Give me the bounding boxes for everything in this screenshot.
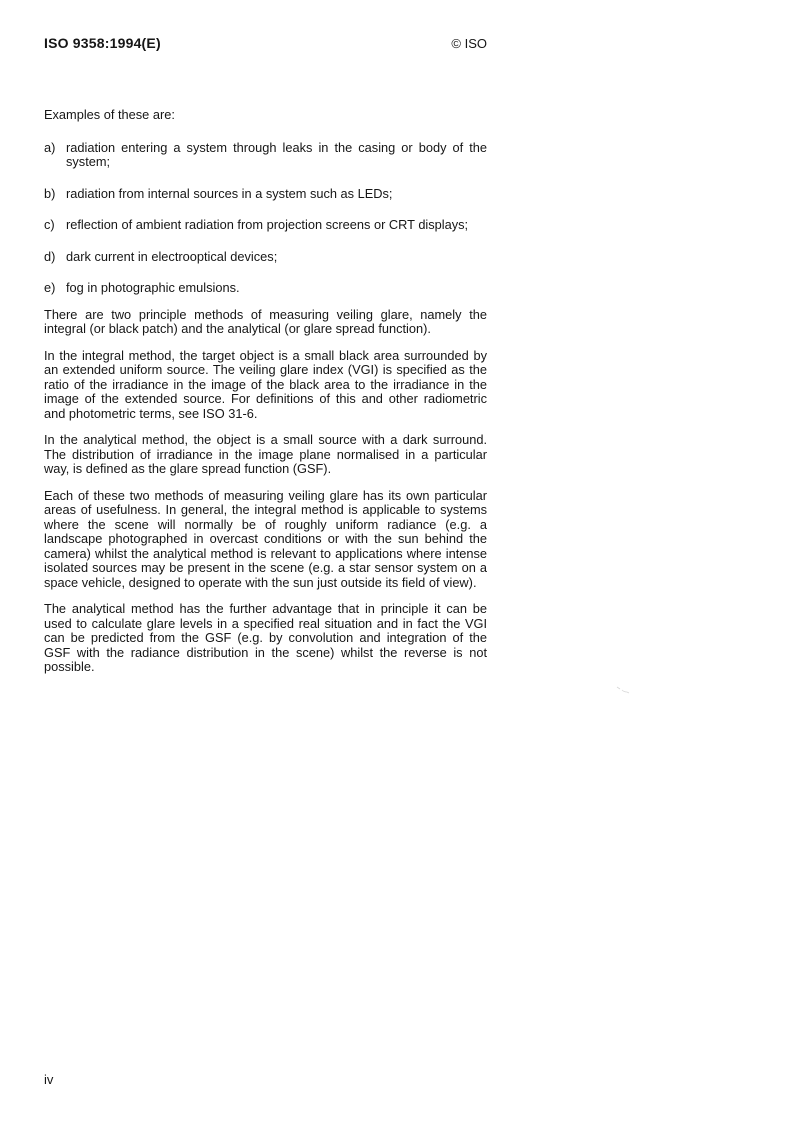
list-item-text: radiation entering a system through leaks in the casing or body of the system; [66,139,487,169]
document-number: ISO 9358:1994(E) [44,35,161,51]
paragraph-methods-overview: There are two principle methods of measuring veiling glare, namely the integral (or black patch) and the analytical (or glare spread function). [44,306,487,336]
scan-artifact-mark [616,682,632,692]
list-item-label: c) [44,217,55,232]
list-item-label: e) [44,280,56,295]
paragraph-analytical-advantage: The analytical method has the further advantage that in principle it can be used to calculate glare levels in a specified real situation and in fact the VGI can be predicted from the GSF (e.g. by convolution and integration of the GSF with the radiance distribution in the scene) whilst the reverse is not possible. [44,601,487,674]
page-header [44,35,487,51]
list-item-label: a) [44,139,56,155]
list-item [44,187,487,202]
intro-sentence: Examples of these are: [44,107,175,122]
list-item-label: d) [44,248,56,264]
page-number: iv [44,1072,54,1087]
list-item-label: b) [44,185,56,201]
copyright-notice: © ISO [451,36,487,51]
paragraph-analytical-method: In the analytical method, the object is a small source with a dark surround. The distribution of irradiance in the image plane normalised in a particular way, is defined as the glare spread function (GSF). [44,432,487,476]
paragraph-integral-method: In the integral method, the target object is a small black area surrounded by an extended uniform source. The veiling glare index (VGI) is specified as the ratio of the irradiance in the image of the black area to the irradiance in the image of the extended source. For definitions of this and other radiometric and photometric terms, see ISO 31-6. [44,347,487,421]
list-item-text: dark current in electrooptical devices; [66,248,278,264]
list-item-text: reflection of ambient radiation from projection screens or CRT displays; [66,217,469,232]
list-item [44,141,487,170]
list-item [44,281,487,296]
list-item [44,218,487,233]
list-item-text: fog in photographic emulsions. [66,280,240,295]
paragraph-methods-usefulness: Each of these two methods of measuring veiling glare has its own particular areas of usefulness. In general, the integral method is applicable to systems where the scene will normally be of roughly uniform radiance (e.g. a landscape photographed in overcast conditions or with the sun behind the camera) whilst the analytical method is relevant to applications where intense isolated sources may be present in the scene (e.g. a star sensor system on a space vehicle, designed to operate with the sun just outside its field of view). [44,487,487,590]
list-item-text: radiation from internal sources in a system such as LEDs; [66,185,393,201]
list-item [44,250,487,265]
document-body [44,108,487,687]
